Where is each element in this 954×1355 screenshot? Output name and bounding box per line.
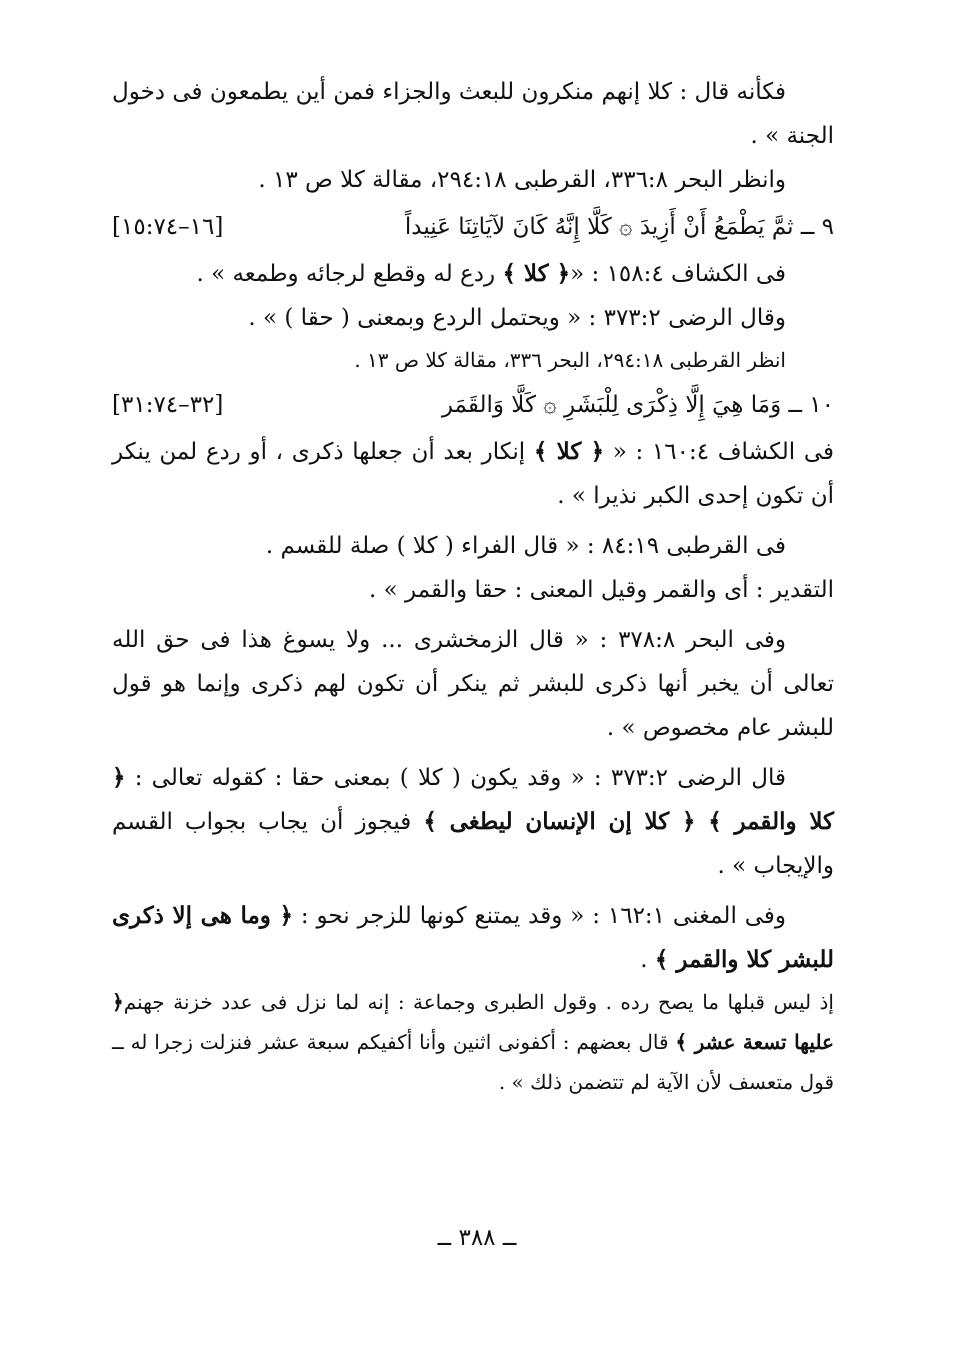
radi-quote-2-intro: قال الرضى ٣٧٣:٢ : « وقد يكون ( كلا ) بمعنى حقا : كقوله تعالى : bbox=[125, 765, 786, 791]
kashshaf-quote-2 bbox=[112, 430, 834, 518]
tabari-paragraph bbox=[112, 982, 834, 1102]
page-body bbox=[112, 70, 834, 1102]
radi-quote-2-rest: فيجوز أن يجاب بجواب القسم والإيجاب » . bbox=[112, 809, 834, 879]
verse-9-reference: [١٦–١٥:٧٤] bbox=[112, 214, 224, 240]
radi-quote-2-bold: ﴿ كلا والقمر ﴾ ﴿ كلا إن الإنسان ليطغى ﴾ bbox=[112, 764, 835, 835]
bahr-quote: وفى البحر ٣٧٨:٨ : « قال الزمخشرى ... ولا يسوغ هذا فى حق الله تعالى أن يخبر أنها ذكرى للبشر ثم ينكر أن تكون لهم ذكرى وإنما هو قول للبشر عام مخصوص » . bbox=[112, 627, 834, 741]
verse-10 bbox=[112, 380, 834, 430]
verse-9-text: ٩ ــ ثمَّ يَطْمَعُ أَنْ أَزِيدَ ۞ كَلَّا إِنَّهُ كَانَ لآيَاتِنَا عَنِيداً bbox=[404, 214, 834, 240]
verse-10-reference: [٣٢–٣١:٧٤] bbox=[112, 392, 224, 418]
mughni-quote-intro: وفى المغنى ١٦٢:١ : « وقد يمتنع كونها للزجر نحو : bbox=[293, 903, 787, 929]
taqdir-line: التقدير : أى والقمر وقيل المعنى : حقا والقمر » . bbox=[369, 577, 834, 603]
radi-quote-2 bbox=[112, 756, 834, 888]
reference-line: وانظر البحر ٣٣٦:٨، القرطبى ٢٩٤:١٨، مقالة كلا ص ١٣ . bbox=[258, 167, 786, 193]
reference-line-2: انظر القرطبى ٢٩٤:١٨، البحر ٣٣٦، مقالة كلا ص ١٣ . bbox=[354, 348, 786, 372]
kashshaf-quote-2-rest: إنكار بعد أن جعلها ذكرى ، أو ردع لمن ينكر أن تكون إحدى الكبر نذيرا » . bbox=[112, 439, 834, 509]
kashshaf-quote-2-bold: ﴿ كلا ﴾ bbox=[533, 438, 605, 465]
mughni-quote-rest: . bbox=[640, 947, 655, 973]
kashshaf-quote-1-intro: فى الكشاف ١٥٨:٤ : « bbox=[570, 261, 786, 287]
tabari-paragraph-bold: ﴿ عليها تسعة عشر ﴾ bbox=[112, 990, 834, 1054]
mughni-quote-bold: ﴿ وما هى إلا ذكرى للبشر كلا والقمر ﴾ bbox=[112, 902, 834, 973]
kashshaf-quote-2-intro: فى الكشاف ١٦٠:٤ : « bbox=[604, 439, 834, 465]
kashshaf-quote-1-rest: ردع له وقطع لرجائه وطمعه » . bbox=[196, 261, 503, 287]
page-number: ــ ٣٨٨ ــ bbox=[437, 1225, 517, 1251]
radi-quote-1: وقال الرضى ٣٧٣:٢ : « ويحتمل الردع وبمعنى ( حقا ) » . bbox=[248, 305, 786, 331]
tabari-paragraph-rest: قال بعضهم : أكفونى اثنين وأنا أكفيكم سبعة عشر فنزلت زجرا له ــ قول متعسف لأن الآية لم تتضمن ذلك » . bbox=[112, 1030, 834, 1094]
verse-10-text: ١٠ ــ وَمَا هِيَ إِلَّا ذِكْرَى لِلْبَشَرِ ۞ كَلَّا وَالقَمَر bbox=[441, 392, 834, 418]
kashshaf-quote-1 bbox=[112, 252, 834, 296]
qurtubi-quote: فى القرطبى ٨٤:١٩ : « قال الفراء ( كلا ) صلة للقسم . bbox=[265, 533, 786, 559]
verse-9 bbox=[112, 202, 834, 252]
paragraph-intro: فكأنه قال : كلا إنهم منكرون للبعث والجزاء فمن أين يطمعون فى دخول الجنة » . bbox=[112, 79, 834, 149]
kashshaf-quote-1-bold: ﴿ كلا ﴾ bbox=[502, 260, 571, 287]
tabari-paragraph-intro: إذ ليس قبلها ما يصح رده . وقول الطبرى وجماعة : إنه لما نزل فى عدد خزنة جهنم bbox=[123, 990, 834, 1014]
mughni-quote bbox=[112, 894, 834, 982]
